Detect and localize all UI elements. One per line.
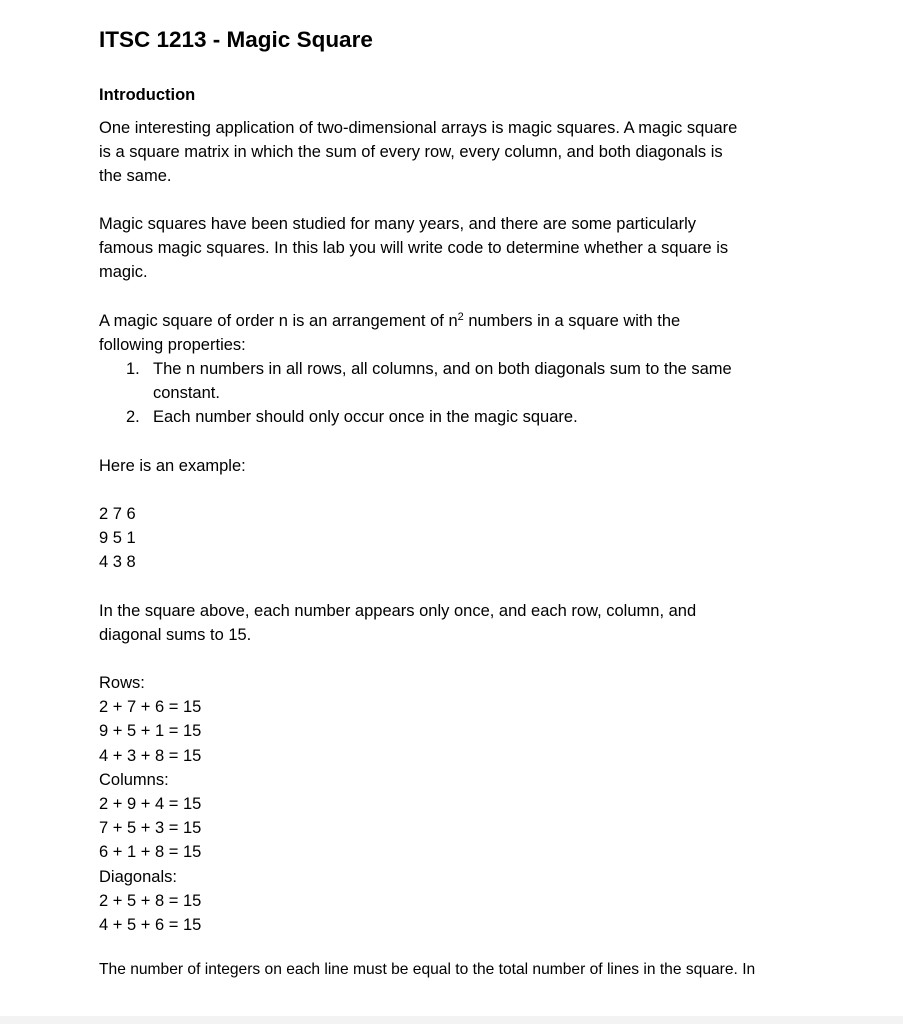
list-number: 2. bbox=[126, 408, 140, 426]
list-number: 1. bbox=[126, 360, 140, 378]
sums-label-rows: Rows: bbox=[99, 674, 145, 692]
explanation-line: diagonal sums to 15. bbox=[99, 626, 252, 644]
sum-line: 6 + 1 + 8 = 15 bbox=[99, 843, 202, 862]
square-row: 4 3 8 bbox=[99, 553, 136, 572]
footer-paragraph-line: The number of integers on each line must be equal to the total number of lines in the square. In bbox=[99, 961, 756, 978]
page-bottom-edge bbox=[0, 1016, 903, 1024]
example-square bbox=[99, 502, 136, 575]
intro-paragraph bbox=[99, 116, 819, 188]
sum-line: 2 + 5 + 8 = 15 bbox=[99, 891, 202, 910]
list-item-text: Each number should only occur once in the magic square. bbox=[153, 408, 578, 426]
list-item bbox=[99, 357, 819, 405]
sum-line: 2 + 7 + 6 = 15 bbox=[99, 698, 202, 717]
sums-list bbox=[99, 671, 201, 937]
list-item-text: constant. bbox=[153, 384, 220, 402]
section-heading-introduction: Introduction bbox=[99, 86, 196, 104]
intro-line: One interesting application of two-dimensional arrays is magic squares. A magic square bbox=[99, 119, 738, 137]
history-line: magic. bbox=[99, 263, 148, 281]
definition-line: following properties: bbox=[99, 336, 246, 354]
definition-line bbox=[99, 309, 819, 333]
explanation-paragraph bbox=[99, 599, 819, 647]
sum-line: 2 + 9 + 4 = 15 bbox=[99, 795, 202, 814]
properties-list bbox=[99, 357, 819, 429]
explanation-line: In the square above, each number appears only once, and each row, column, and bbox=[99, 602, 697, 620]
sums-label-columns: Columns: bbox=[99, 770, 169, 789]
superscript-exponent: 2 bbox=[457, 311, 464, 323]
intro-line: is a square matrix in which the sum of every row, every column, and both diagonals is bbox=[99, 143, 723, 161]
list-item bbox=[99, 405, 819, 429]
intro-line: the same. bbox=[99, 167, 172, 185]
definition-paragraph bbox=[99, 309, 819, 357]
sums-label-diagonals: Diagonals: bbox=[99, 867, 177, 886]
page-title: ITSC 1213 - Magic Square bbox=[99, 27, 373, 52]
history-line: famous magic squares. In this lab you will write code to determine whether a square is bbox=[99, 239, 729, 257]
sum-line: 4 + 5 + 6 = 15 bbox=[99, 916, 202, 935]
example-intro-text: Here is an example: bbox=[99, 457, 246, 475]
example-intro bbox=[99, 454, 819, 478]
square-row: 9 5 1 bbox=[99, 529, 136, 548]
history-line: Magic squares have been studied for many years, and there are some particularly bbox=[99, 215, 697, 233]
square-row: 2 7 6 bbox=[99, 505, 136, 523]
sum-line: 4 + 3 + 8 = 15 bbox=[99, 746, 202, 765]
definition-text-after: numbers in a square with the bbox=[463, 312, 681, 330]
history-paragraph bbox=[99, 212, 819, 284]
sum-line: 7 + 5 + 3 = 15 bbox=[99, 819, 202, 838]
definition-text-before: A magic square of order n is an arrangement of n bbox=[99, 312, 458, 330]
list-item-text: The n numbers in all rows, all columns, and on both diagonals sum to the same bbox=[153, 360, 732, 378]
sum-line: 9 + 5 + 1 = 15 bbox=[99, 722, 202, 741]
